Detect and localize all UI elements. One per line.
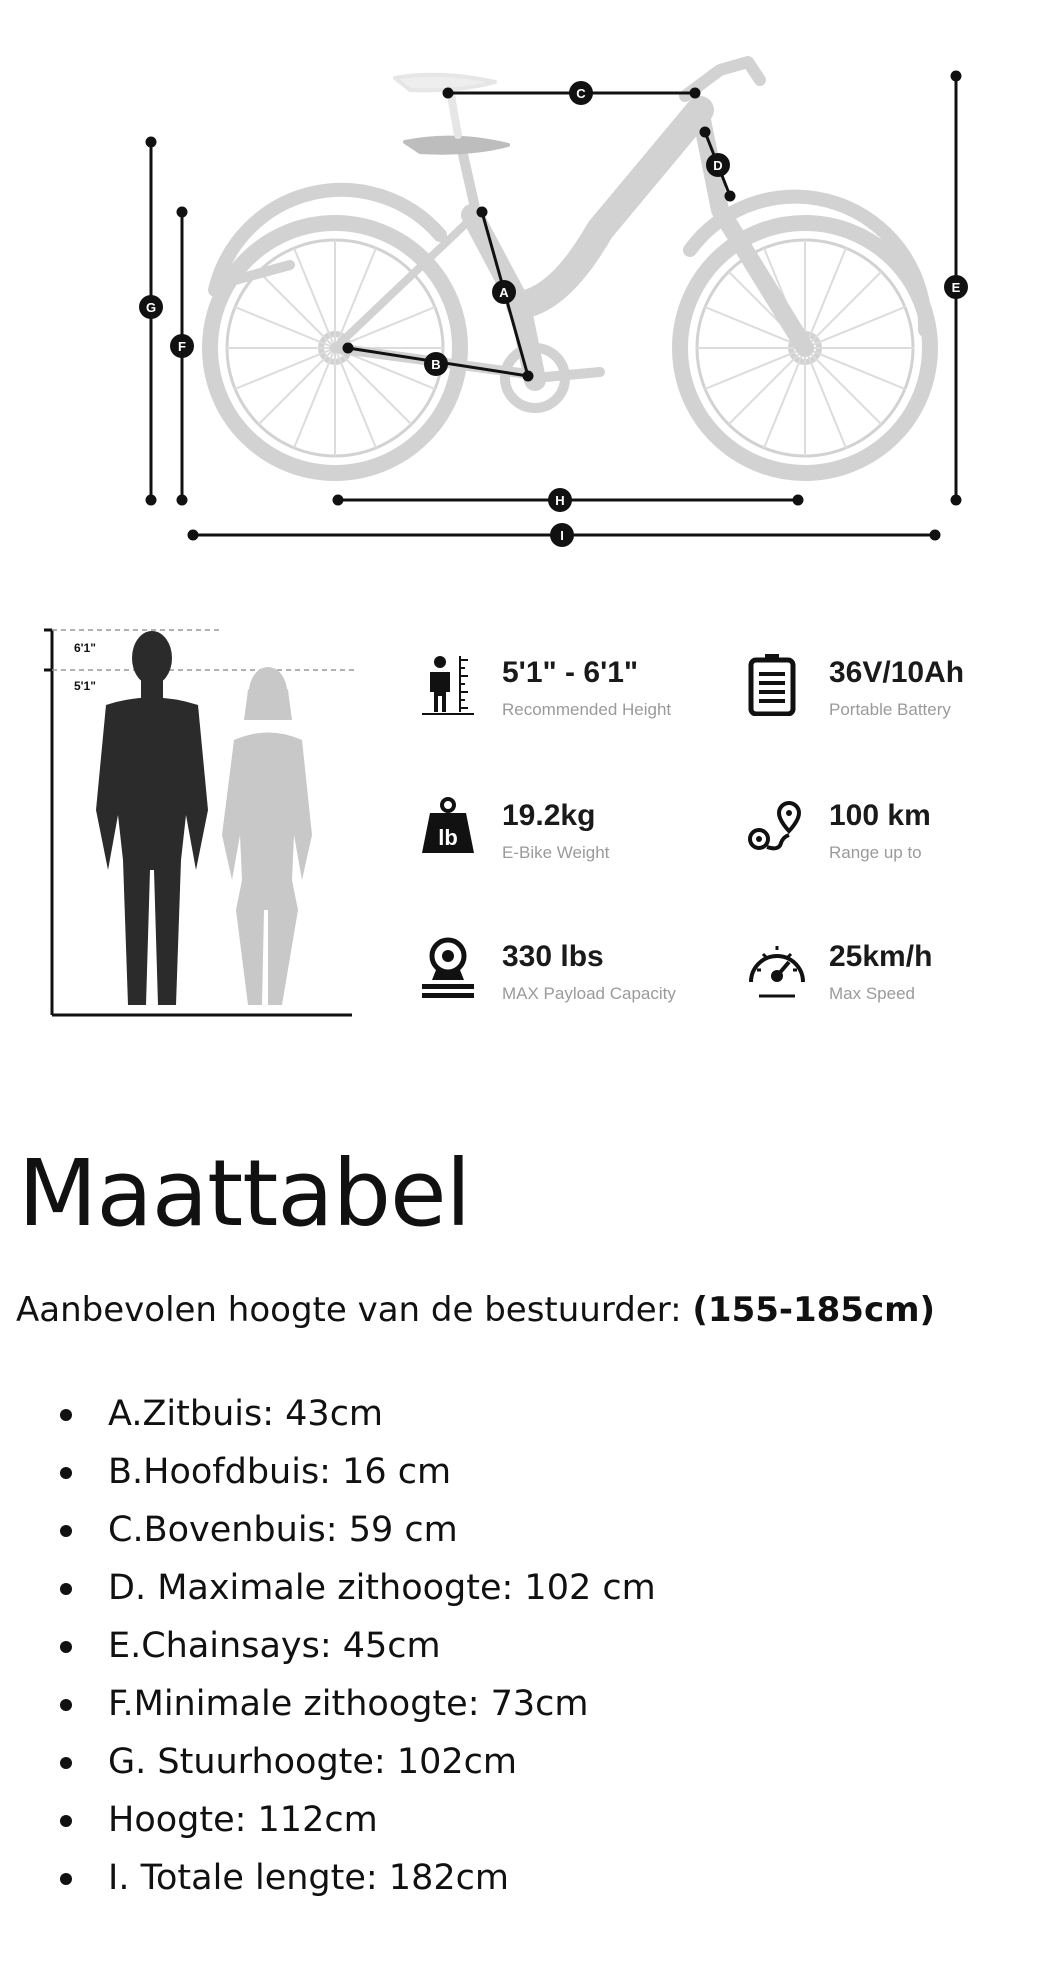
marker-d (706, 153, 730, 177)
marker-g (139, 295, 163, 319)
speedometer-icon (745, 936, 809, 1000)
list-item: C.Bovenbuis: 59 cm (60, 1501, 656, 1559)
list-item: G. Stuurhoogte: 102cm (60, 1733, 656, 1791)
page-title: Maattabel (18, 1140, 471, 1247)
height-icon (418, 652, 482, 716)
measurement-list (60, 1385, 656, 1907)
marker-e (944, 275, 968, 299)
list-item: F.Minimale zithoogte: 73cm (60, 1675, 656, 1733)
dimension-markers (139, 81, 968, 547)
marker-b-label: B (431, 357, 441, 372)
spec-label: Range up to (829, 843, 922, 862)
spec-value: 100 km (829, 799, 931, 832)
scale-icon (418, 936, 482, 1000)
marker-a (492, 280, 516, 304)
marker-i-label: I (560, 528, 564, 543)
marker-e-label: E (951, 280, 961, 295)
bike-illustration (210, 62, 930, 473)
marker-h (548, 488, 572, 512)
marker-f-label: F (178, 339, 186, 354)
recommended-rider-height (16, 1290, 935, 1330)
marker-g-label: G (145, 300, 157, 315)
list-item: D. Maximale zithoogte: 102 cm (60, 1559, 656, 1617)
spec-label: MAX Payload Capacity (502, 984, 676, 1003)
spec-recommended-height (418, 652, 738, 752)
list-item: E.Chainsays: 45cm (60, 1617, 656, 1675)
marker-a-label: A (499, 285, 509, 300)
upper-height-mark: 6'1" (74, 641, 96, 655)
spec-weight (418, 795, 738, 895)
rider-height-label: Aanbevolen hoogte van de bestuurder: (16, 1290, 682, 1330)
marker-c (569, 81, 593, 105)
rider-height-value: (155-185cm) (692, 1290, 936, 1330)
spec-value: 330 lbs (502, 940, 604, 973)
spec-battery (745, 652, 1044, 752)
weight-icon (418, 795, 482, 859)
list-item: B.Hoofdbuis: 16 cm (60, 1443, 656, 1501)
spec-value: 5'1" - 6'1" (502, 656, 639, 689)
spec-value: 36V/10Ah (829, 656, 965, 689)
weight-icon-text: lb (438, 825, 458, 850)
lower-height-mark: 5'1" (74, 679, 96, 693)
spec-payload (418, 936, 738, 1036)
marker-f (170, 334, 194, 358)
battery-icon (745, 652, 809, 716)
spec-max-speed (745, 936, 1044, 1036)
marker-b (424, 352, 448, 376)
spec-label: Portable Battery (829, 700, 951, 719)
list-item: I. Totale lengte: 182cm (60, 1849, 656, 1907)
spec-label: Recommended Height (502, 700, 672, 719)
list-item: Hoogte: 112cm (60, 1791, 656, 1849)
marker-d-label: D (713, 158, 723, 173)
list-item: A.Zitbuis: 43cm (60, 1385, 656, 1443)
rider-height-silhouettes (36, 610, 366, 1020)
male-silhouette (96, 631, 208, 1005)
route-icon (745, 795, 809, 859)
spec-range (745, 795, 1044, 895)
spec-label: E-Bike Weight (502, 843, 610, 862)
bike-dimension-diagram (0, 0, 1044, 560)
marker-h-label: H (555, 493, 565, 508)
marker-c-label: C (576, 86, 586, 101)
marker-i (550, 523, 574, 547)
spec-label: Max Speed (829, 984, 915, 1003)
female-silhouette (222, 667, 312, 1005)
spec-value: 19.2kg (502, 799, 596, 832)
spec-value: 25km/h (829, 940, 933, 973)
